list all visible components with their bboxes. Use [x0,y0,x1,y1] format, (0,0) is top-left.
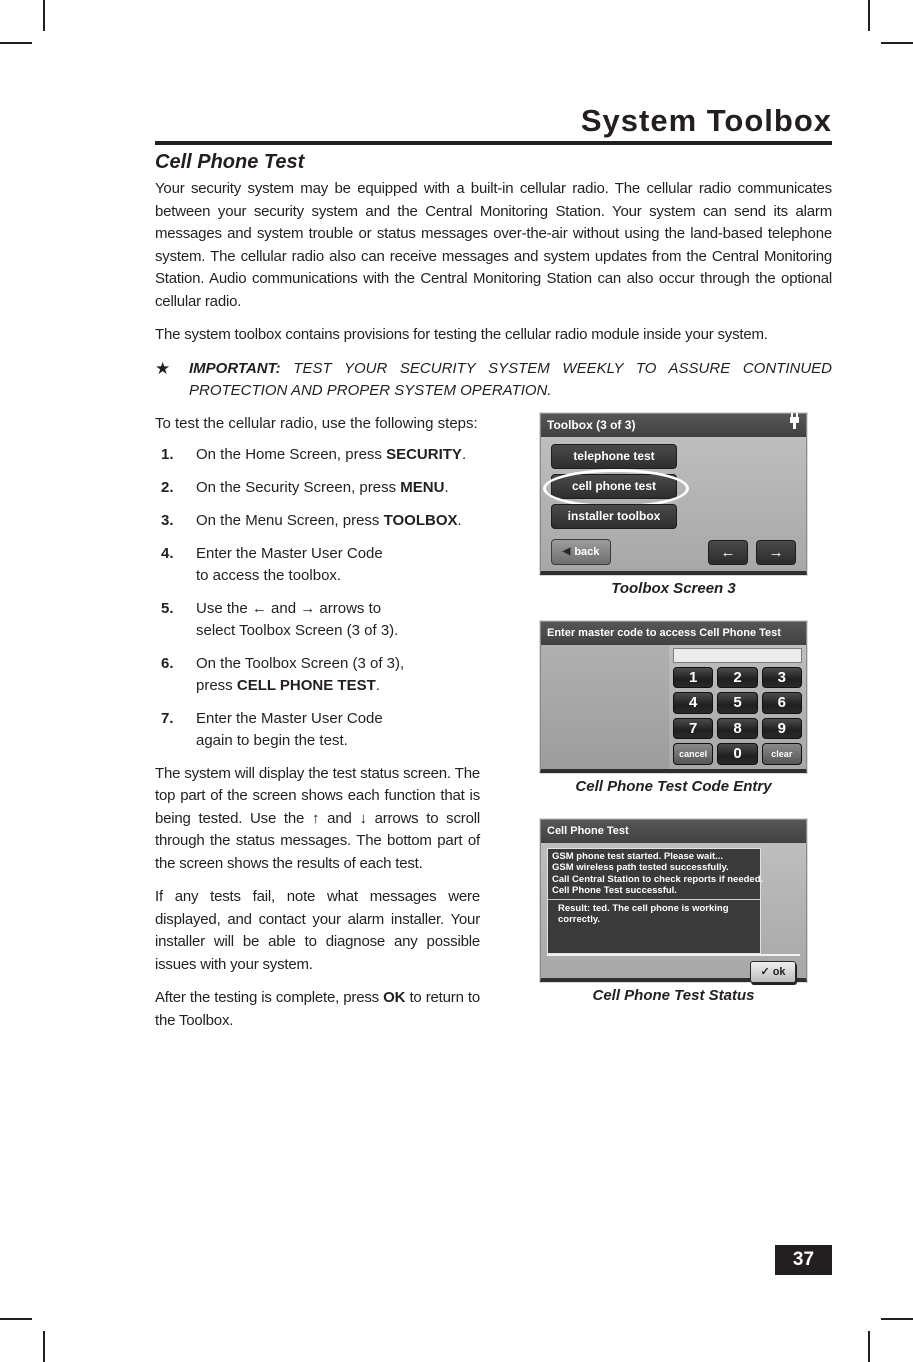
step-text: On the Security Screen, press MENU. [196,478,449,496]
status-message: Cell Phone Test successful. [552,885,677,897]
cancel-key: cancel [673,743,713,765]
status-paragraph: The system will display the test status screen. The top part of the screen shows each function that is being tested. Use the ↑ and ↓ arrows to scroll through the status messages. The bottom part of the screen shows the results of each test. [155,764,480,872]
step-text: Enter the Master User Code again to begin the test. [196,709,383,749]
crop-mark-top-right-h [881,42,913,44]
code-entry-figure-caption: Cell Phone Test Code Entry [575,777,772,795]
toolbox-screen-title: Toolbox (3 of 3) [547,417,636,432]
step-text: Use the ← and → arrows to select Toolbox Screen (3 of 3). [196,599,399,639]
back-button: ◀ back [551,539,611,565]
toolbox-screen-figure [540,413,807,575]
steps-list [155,444,480,752]
toolbox-screen-titlebar [541,414,806,437]
status-figure [540,819,807,982]
step-number: 3. [161,511,174,529]
power-plug-icon [789,413,800,437]
toolbox-paragraph: The system toolbox contains provisions for testing the cellular radio module inside your system. [155,326,768,344]
two-column-area [155,413,832,1044]
figures-column [540,413,807,1044]
crop-mark-top-left-v [43,0,45,31]
status-message: GSM phone test started. Please wait... [552,850,724,862]
step-number: 4. [161,544,174,562]
step-7 [155,708,480,752]
key-6: 6 [762,692,802,714]
keypad-panel [669,645,806,769]
star-icon: ★ [155,358,171,378]
title-rule [155,141,832,145]
crop-mark-top-right-v [868,0,870,31]
code-entry-body [541,645,806,769]
status-panel [547,848,764,954]
toolbox-nav-row [551,539,796,565]
telephone-test-button: telephone test [551,444,677,469]
key-8: 8 [717,718,757,740]
intro-paragraph: Your security system may be equipped with a built-in cellular radio. The cellular radio communicates between your security system and the Central Monitoring Station. Your system can send its alarm messages and system trouble or status messages over-the-air without using the land-based telephone system. The cellular radio also can receive messages and system updates from the Central Monitoring Station. Audio communications with the Central Monitoring Station can also occur through the optional cellular radio. [155,180,832,310]
back-triangle-icon: ◀ [562,546,571,558]
crop-mark-bottom-right-v [868,1331,870,1362]
status-message: Call Central Station to check reports if needed. [552,873,764,885]
cell-phone-test-button: cell phone test [551,474,677,499]
steps-intro: To test the cellular radio, use the following steps: [155,414,478,432]
after-paragraph: After the testing is complete, press OK to return to the Toolbox. [155,989,481,1029]
status-figure-caption: Cell Phone Test Status [592,986,755,1004]
key-4: 4 [673,692,713,714]
step-text: On the Home Screen, press SECURITY. [196,445,467,463]
page-title: System Toolbox [580,103,832,138]
crop-mark-bottom-right-h [881,1318,913,1320]
ok-button: ✓ ok [750,961,796,983]
right-arrow-icon: → [768,543,784,561]
status-result: Result: ted. The cell phone is working correctly. [558,902,729,925]
step-text: On the Toolbox Screen (3 of 3), press CELL PHONE TEST. [196,654,405,694]
section-heading: Cell Phone Test [155,151,305,174]
step-text: On the Menu Screen, press TOOLBOX. [196,511,462,529]
status-titlebar [541,820,806,843]
code-display-field [673,648,802,663]
step-number: 1. [161,445,174,463]
step-number: 5. [161,599,174,617]
left-arrow-button [708,540,748,565]
page-content [155,104,832,1043]
key-1: 1 [673,667,713,689]
key-3: 3 [762,667,802,689]
keypad [673,667,802,765]
step-text: Enter the Master User Code to access the toolbox. [196,544,383,584]
step-4 [155,543,480,587]
important-body: TEST YOUR SECURITY SYSTEM WEEKLY TO ASSURE CONTINUED PROTECTION AND PROPER SYSTEM OPERATION. [189,359,832,400]
step-6 [155,653,480,697]
check-icon: ✓ [760,966,770,979]
installer-toolbox-button: installer toolbox [551,504,677,529]
status-footer [547,954,800,983]
crop-mark-bottom-left-h [0,1318,32,1320]
key-9: 9 [762,718,802,740]
important-note [155,358,832,403]
page-number: 37 [775,1245,832,1275]
step-number: 2. [161,478,174,496]
status-title: Cell Phone Test [547,824,629,837]
status-body [541,843,806,978]
nav-arrows [708,540,796,565]
crop-mark-top-left-h [0,42,32,44]
code-entry-blank-panel [541,645,669,769]
step-number: 7. [161,709,174,727]
step-3 [155,510,480,532]
code-entry-title: Enter master code to access Cell Phone Test [547,626,781,639]
fail-paragraph: If any tests fail, note what messages were displayed, and contact your alarm installer. Your installer will be able to diagnose any possible issues with your system. [155,888,480,973]
crop-mark-bottom-left-v [43,1331,45,1362]
key-7: 7 [673,718,713,740]
important-label: IMPORTANT: [189,359,281,377]
steps-column [155,413,480,1044]
right-arrow-button [756,540,796,565]
status-message: GSM wireless path tested successfully. [552,862,729,874]
code-entry-titlebar [541,622,806,645]
step-5 [155,598,480,642]
important-text [189,358,832,403]
key-2: 2 [717,667,757,689]
toolbox-figure-caption: Toolbox Screen 3 [611,579,736,597]
status-messages [548,849,764,900]
key-5: 5 [717,692,757,714]
step-2 [155,477,480,499]
code-entry-figure [540,621,807,773]
step-1 [155,444,480,466]
left-arrow-icon: ← [720,543,736,561]
step-number: 6. [161,654,174,672]
key-0: 0 [717,743,757,765]
toolbox-screen-body [541,437,806,571]
clear-key: clear [762,743,802,765]
